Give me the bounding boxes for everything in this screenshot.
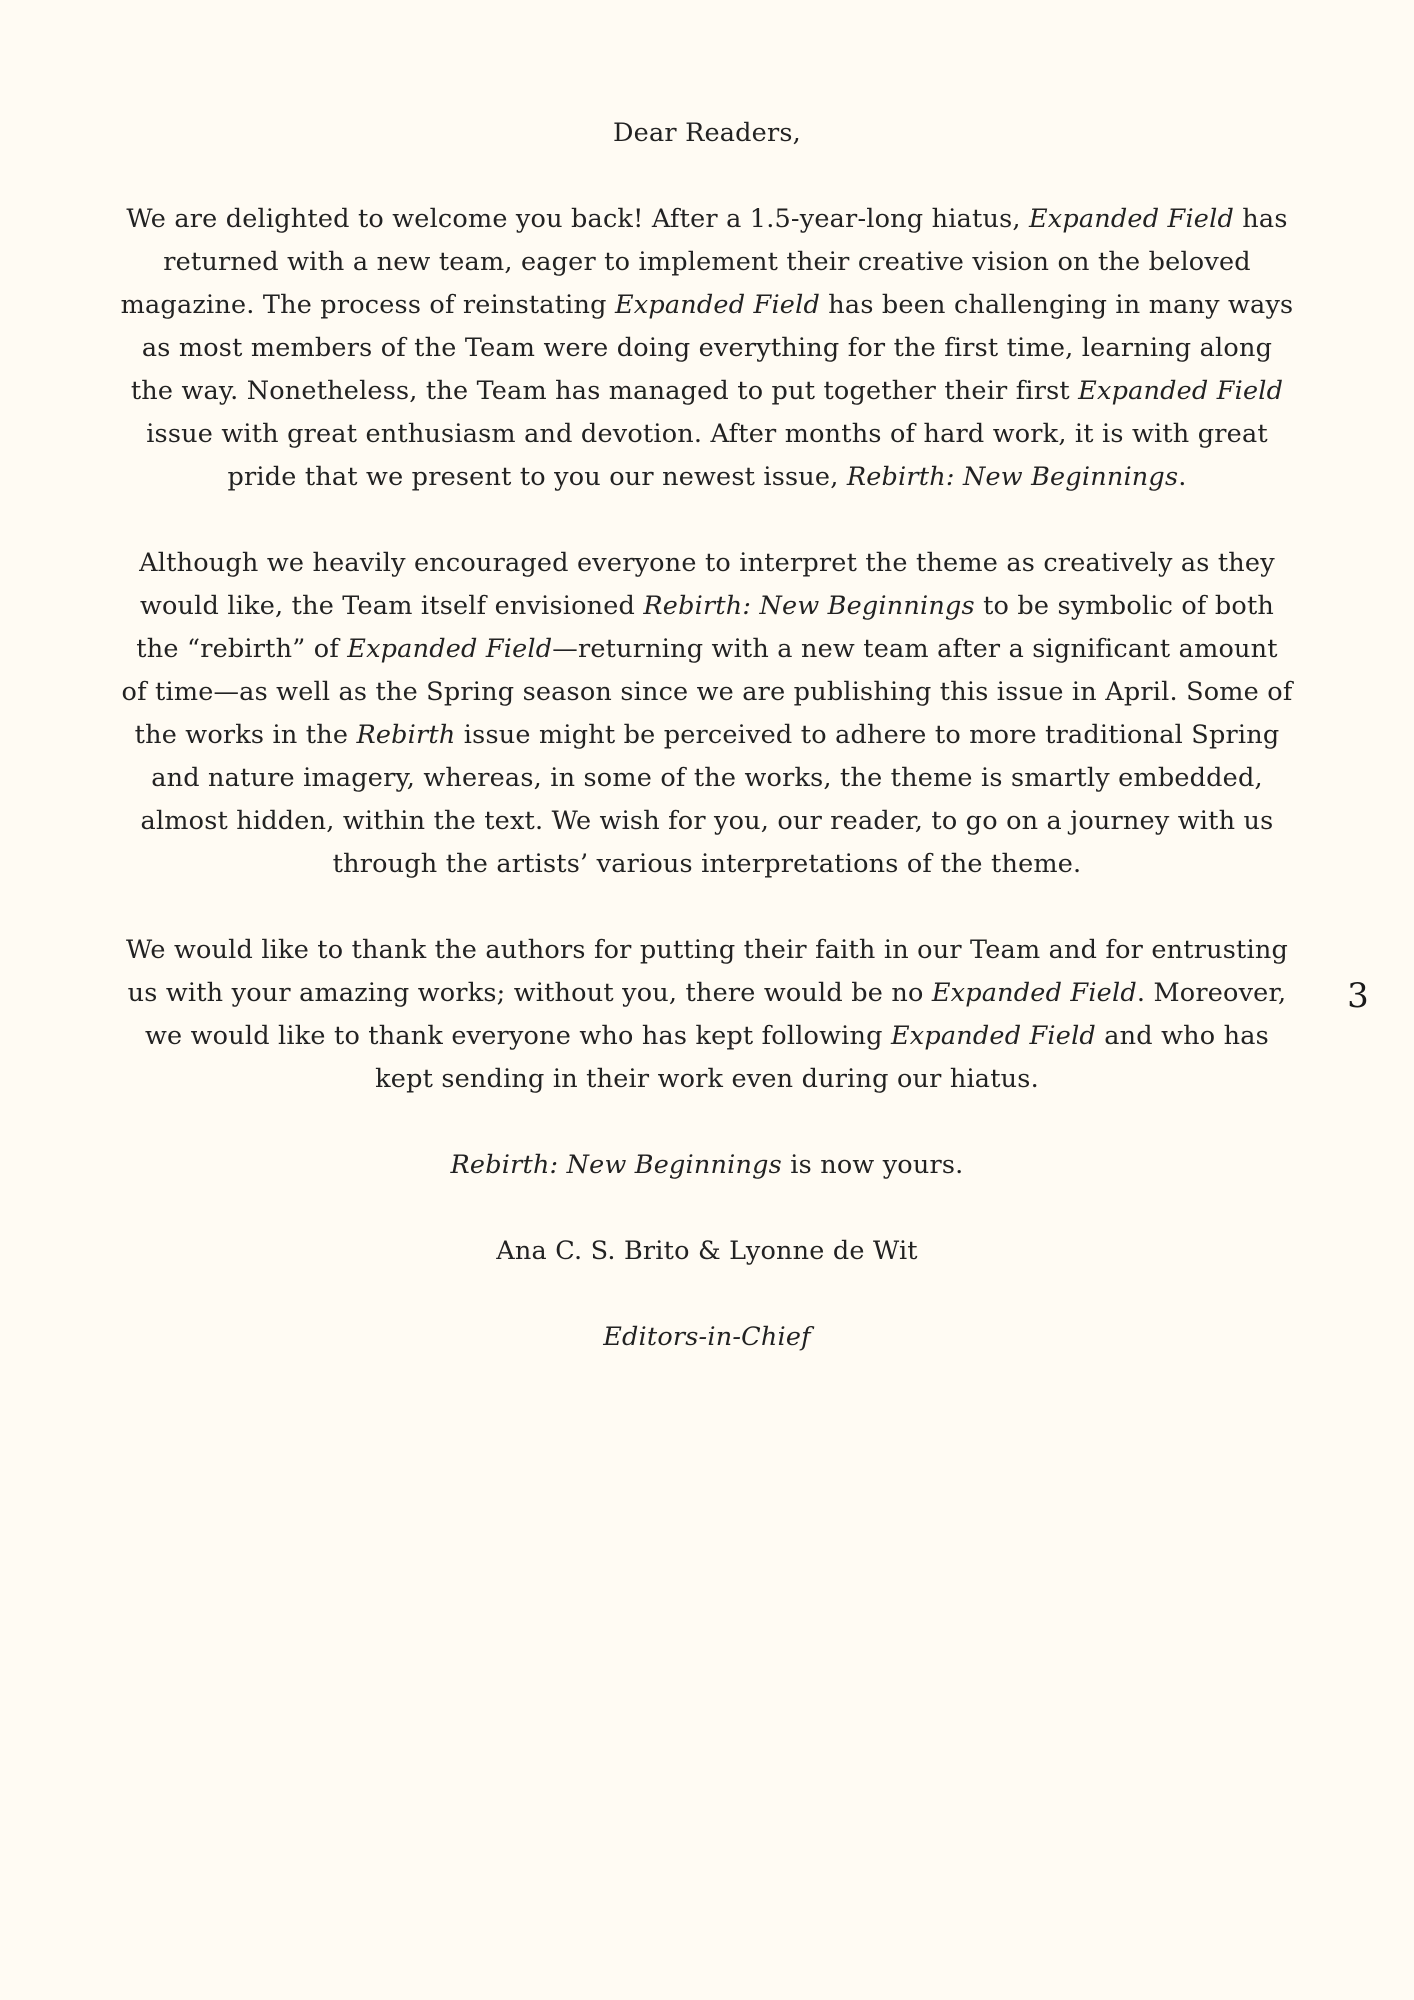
signature: Ana C. S. Brito & Lyonne de Wit [496,1236,918,1266]
italic-title: Expanded Field [1078,376,1284,406]
paragraph-1: We are delighted to welcome you back! After a 1.5-year-long hiatus, Expanded Field has returned with a new team, eager to implement their creative vision on the beloved magazine. The process of reinstating Expanded Field has been challenging in many ways as most members of the Team were doing everything for the first time, learning along the way. Nonetheless, the Team has managed to put together their first Expanded Field issue with great enthusiasm and devotion. After months of hard work, it is with great pride that we present to you our newest issue, Rebirth: New Beginnings. [120,204,1294,492]
italic-title: Expanded Field [890,1021,1096,1051]
italic-title: Expanded Field [614,290,820,320]
italic-title: Expanded Field [931,978,1137,1008]
paragraph-2: Although we heavily encouraged everyone to interpret the theme as creatively as they would like, the Team itself envisioned Rebirth: New Beginnings to be symbolic of both the “rebirth” of Expanded Field—returning with a new team after a significant amount of time—as well as the Spring season since we are publishing this issue in April. Some of the works in the Rebirth issue might be perceived to adhere to more traditional Spring and nature imagery, whereas, in some of the works, the theme is smartly embedded, almost hidden, within the text. We wish for you, our reader, to go on a journey with us through the artists’ various interpretations of the theme. [121,548,1293,879]
closing-line: Rebirth: New Beginnings is now yours. [450,1150,964,1180]
italic-title: Rebirth: New Beginnings [643,591,975,621]
page-number: 3 [1347,976,1369,1016]
salutation: Dear Readers, [613,118,801,148]
editors-letter [120,112,1294,1402]
italic-title: Rebirth [356,720,456,750]
signature-title: Editors-in-Chief [603,1322,811,1352]
italic-title: Expanded Field [1028,204,1234,234]
italic-title: Rebirth: New Beginnings [846,462,1179,492]
italic-title: Expanded Field [347,634,553,664]
paragraph-3: We would like to thank the authors for putting their faith in our Team and for entrusting us with your amazing works; without you, there would be no Expanded Field. Moreover, we would like to thank everyone who has kept following Expanded Field and who has kept sending in their work even during our hiatus. [126,935,1288,1094]
italic-title: Rebirth: New Beginnings [450,1150,782,1180]
